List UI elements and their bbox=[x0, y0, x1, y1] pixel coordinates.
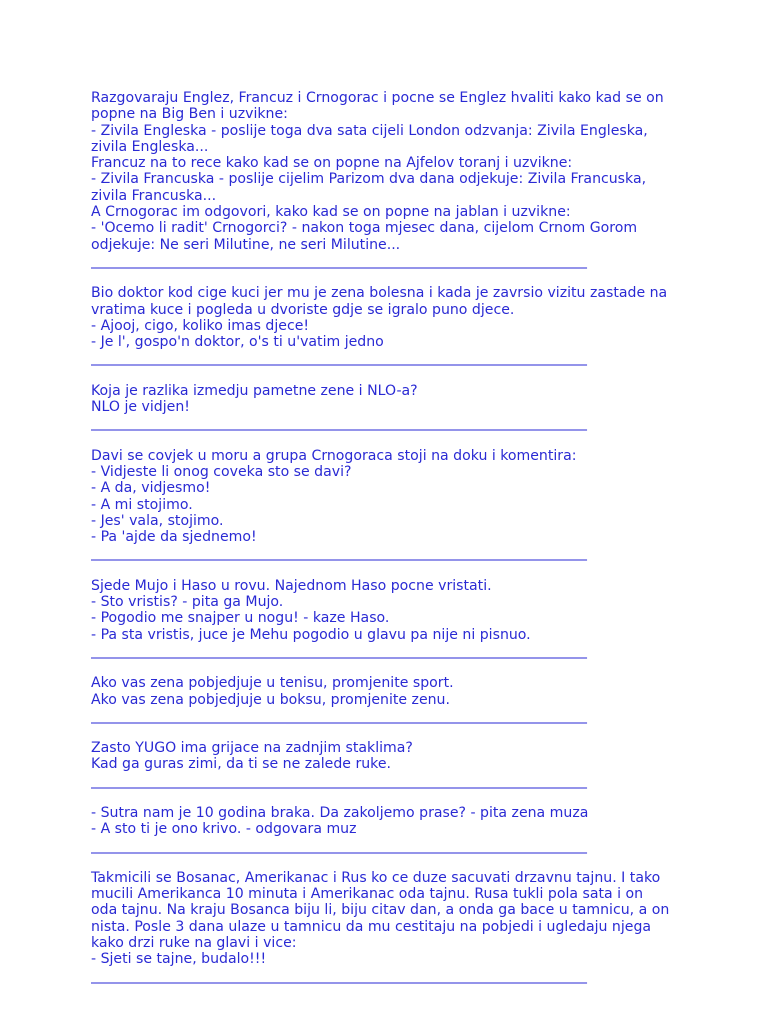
separator-line: __________________________________________________________________________ bbox=[91, 707, 587, 724]
separator-line: __________________________________________________________________________ bbox=[91, 545, 587, 562]
joke-7 bbox=[91, 740, 681, 773]
joke-line: - Ajooj, cigo, koliko imas djece! bbox=[91, 317, 310, 334]
joke-9 bbox=[91, 870, 681, 968]
joke-5 bbox=[91, 578, 681, 643]
joke-line: Takmicili se Bosanac, Amerikanac i Rus ko ce duze sacuvati drzavnu tajnu. I tako bbox=[91, 869, 661, 886]
joke-line: Bio doktor kod cige kuci jer mu je zena bolesna i kada je zavrsio vizitu zastade na bbox=[91, 285, 668, 302]
joke-line: - Jes' vala, stojimo. bbox=[91, 512, 224, 529]
joke-line: Sjede Mujo i Haso u rovu. Najednom Haso pocne vristati. bbox=[91, 577, 492, 594]
separator-line: __________________________________________________________________________ bbox=[91, 350, 587, 367]
joke-line: - Pa 'ajde da sjednemo! bbox=[91, 529, 257, 546]
joke-line: - Pa sta vristis, juce je Mehu pogodio u glavu pa nije ni pisnuo. bbox=[91, 626, 531, 643]
joke-line: Razgovaraju Englez, Francuz i Crnogorac i pocne se Englez hvaliti kako kad se on bbox=[91, 90, 664, 106]
joke-line: - A sto ti je ono krivo. - odgovara muz bbox=[91, 821, 357, 838]
document-page bbox=[91, 90, 681, 1000]
joke-line: - Sto vristis? - pita ga Mujo. bbox=[91, 594, 284, 611]
joke-line: odjekuje: Ne seri Milutine, ne seri Milutine... bbox=[91, 236, 401, 253]
separator-line: __________________________________________________________________________ bbox=[91, 415, 587, 432]
joke-line: - Vidjeste li onog coveka sto se davi? bbox=[91, 463, 352, 480]
joke-6 bbox=[91, 675, 681, 708]
joke-line: - Je l', gospo'n doktor, o's ti u'vatim jedno bbox=[91, 334, 384, 351]
joke-line: NLO je vidjen! bbox=[91, 399, 190, 416]
joke-8 bbox=[91, 805, 681, 838]
joke-line: zivila Francuska... bbox=[91, 187, 217, 204]
joke-3 bbox=[91, 383, 681, 416]
joke-line: Kad ga guras zimi, da ti se ne zalede ruke. bbox=[91, 756, 391, 773]
separator-line: __________________________________________________________________________ bbox=[91, 837, 587, 854]
joke-line: Davi se covjek u moru a grupa Crnogoraca stoji na doku i komentira: bbox=[91, 447, 577, 464]
joke-line: zivila Engleska... bbox=[91, 138, 209, 155]
joke-line: Francuz na to rece kako kad se on popne na Ajfelov toranj i uzvikne: bbox=[91, 155, 573, 172]
separator-line: __________________________________________________________________________ bbox=[91, 967, 587, 984]
joke-line: - 'Ocemo li radit' Crnogorci? - nakon toga mjesec dana, cijelom Crnom Gorom bbox=[91, 220, 638, 237]
joke-line: - A da, vidjesmo! bbox=[91, 480, 211, 497]
joke-line: A Crnogorac im odgovori, kako kad se on popne na jablan i uzvikne: bbox=[91, 204, 571, 221]
joke-line: kako drzi ruke na glavi i vice: bbox=[91, 935, 297, 952]
joke-2 bbox=[91, 285, 681, 350]
separator-line: __________________________________________________________________________ bbox=[91, 642, 587, 659]
joke-line: - Zivila Francuska - poslije cijelim Parizom dva dana odjekuje: Zivila Francuska, bbox=[91, 171, 647, 188]
joke-line: - Sutra nam je 10 godina braka. Da zakoljemo prase? - pita zena muza bbox=[91, 804, 589, 821]
joke-line: - Zivila Engleska - poslije toga dva sata cijeli London odzvanja: Zivila Engleska, bbox=[91, 122, 648, 139]
joke-line: vratima kuce i pogleda u dvoriste gdje se igralo puno djece. bbox=[91, 301, 515, 318]
joke-line: nista. Posle 3 dana ulaze u tamnicu da mu cestitaju na pobjedi i ugledaju njega bbox=[91, 918, 652, 935]
joke-1 bbox=[91, 90, 681, 253]
joke-line: Koja je razlika izmedju pametne zene i NLO-a? bbox=[91, 382, 418, 399]
separator-line: __________________________________________________________________________ bbox=[91, 252, 587, 269]
joke-line: oda tajnu. Na kraju Bosanca biju li, biju citav dan, a onda ga bace u tamnicu, a on bbox=[91, 902, 670, 919]
joke-line: mucili Amerikanca 10 minuta i Amerikanac oda tajnu. Rusa tukli pola sata i on bbox=[91, 886, 644, 903]
separator-line: __________________________________________________________________________ bbox=[91, 772, 587, 789]
joke-line: - A mi stojimo. bbox=[91, 496, 193, 513]
joke-line: popne na Big Ben i uzvikne: bbox=[91, 106, 288, 123]
joke-line: Ako vas zena pobjedjuje u boksu, promjenite zenu. bbox=[91, 691, 450, 708]
joke-4 bbox=[91, 448, 681, 546]
joke-line: - Pogodio me snajper u nogu! - kaze Haso. bbox=[91, 610, 390, 627]
joke-line: Zasto YUGO ima grijace na zadnjim staklima? bbox=[91, 740, 413, 757]
joke-line: - Sjeti se tajne, budalo!!! bbox=[91, 951, 267, 968]
joke-line: Ako vas zena pobjedjuje u tenisu, promjenite sport. bbox=[91, 675, 454, 692]
